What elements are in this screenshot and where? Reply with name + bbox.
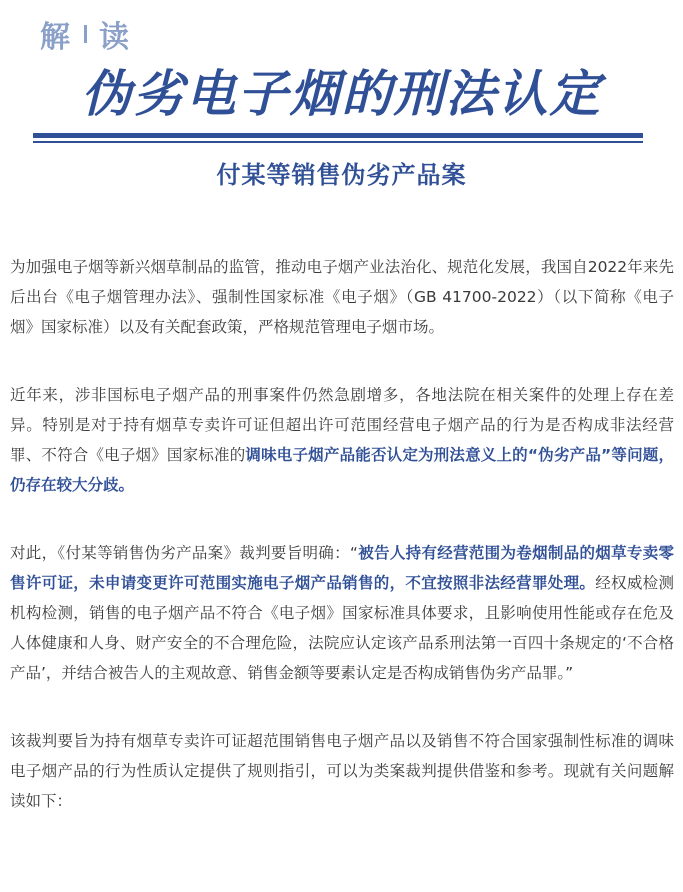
- title-rule-thin: [33, 141, 643, 143]
- paragraph-3: [10, 538, 674, 688]
- article-subtitle: 付某等销售伪劣产品案: [216, 161, 467, 189]
- paragraph-2-highlight: 调味电子烟产品能否认定为刑法意义上的“伪劣产品”等问题，仍存在较大分歧。: [10, 446, 674, 494]
- section-tag-right: 读: [99, 20, 129, 55]
- article-body: [10, 252, 674, 854]
- section-tag-left: 解: [40, 20, 70, 55]
- paragraph-2: [10, 380, 674, 500]
- paragraph-3-highlight: 被告人持有经营范围为卷烟制品的烟草专卖零售许可证，未申请变更许可范围实施电子烟产品销售的，不宜按照非法经营罪处理。: [10, 544, 674, 592]
- paragraph-1: 为加强电子烟等新兴烟草制品的监管，推动电子烟产业法治化、规范化发展，我国自2022年来先后出台《电子烟管理办法》、强制性国家标准《电子烟》（GB 41700-2022）（以下简称《电子烟》国家标准）以及有关配套政策，严格规范管理电子烟市场。: [10, 258, 674, 336]
- paragraph-2-text: 近年来，涉非国标电子烟产品的刑事案件仍然急剧增多，各地法院在相关案件的处理上存在差异。特别是对于持有烟草专卖许可证但超出许可范围经营电子烟产品的行为是否构成非法经营罪、不符合《电子烟》国家标准的: [10, 386, 674, 464]
- paragraph-4: 该裁判要旨为持有烟草专卖许可证超范围销售电子烟产品以及销售不符合国家强制性标准的调味电子烟产品的行为性质认定提供了规则指引，可以为类案裁判提供借鉴和参考。现就有关问题解读如下：: [10, 732, 674, 810]
- title-rule-thick: [33, 133, 643, 138]
- article-title: 伪劣电子烟的刑法认定: [81, 65, 602, 123]
- section-tag-divider: [84, 25, 87, 43]
- section-tag: [40, 14, 129, 54]
- paragraph-3-rest: 经权威检测机构检测，销售的电子烟产品不符合《电子烟》国家标准具体要求，且影响使用性能或存在危及人体健康和人身、财产安全的不合理危险，法院应认定该产品系刑法第一百四十条规定的‘不合格产品’，并结合被告人的主观故意、销售金额等要素认定是否构成销售伪劣产品罪。”: [10, 574, 674, 682]
- paragraph-3-lead: 对此，《付某等销售伪劣产品案》裁判要旨明确：“: [10, 544, 358, 562]
